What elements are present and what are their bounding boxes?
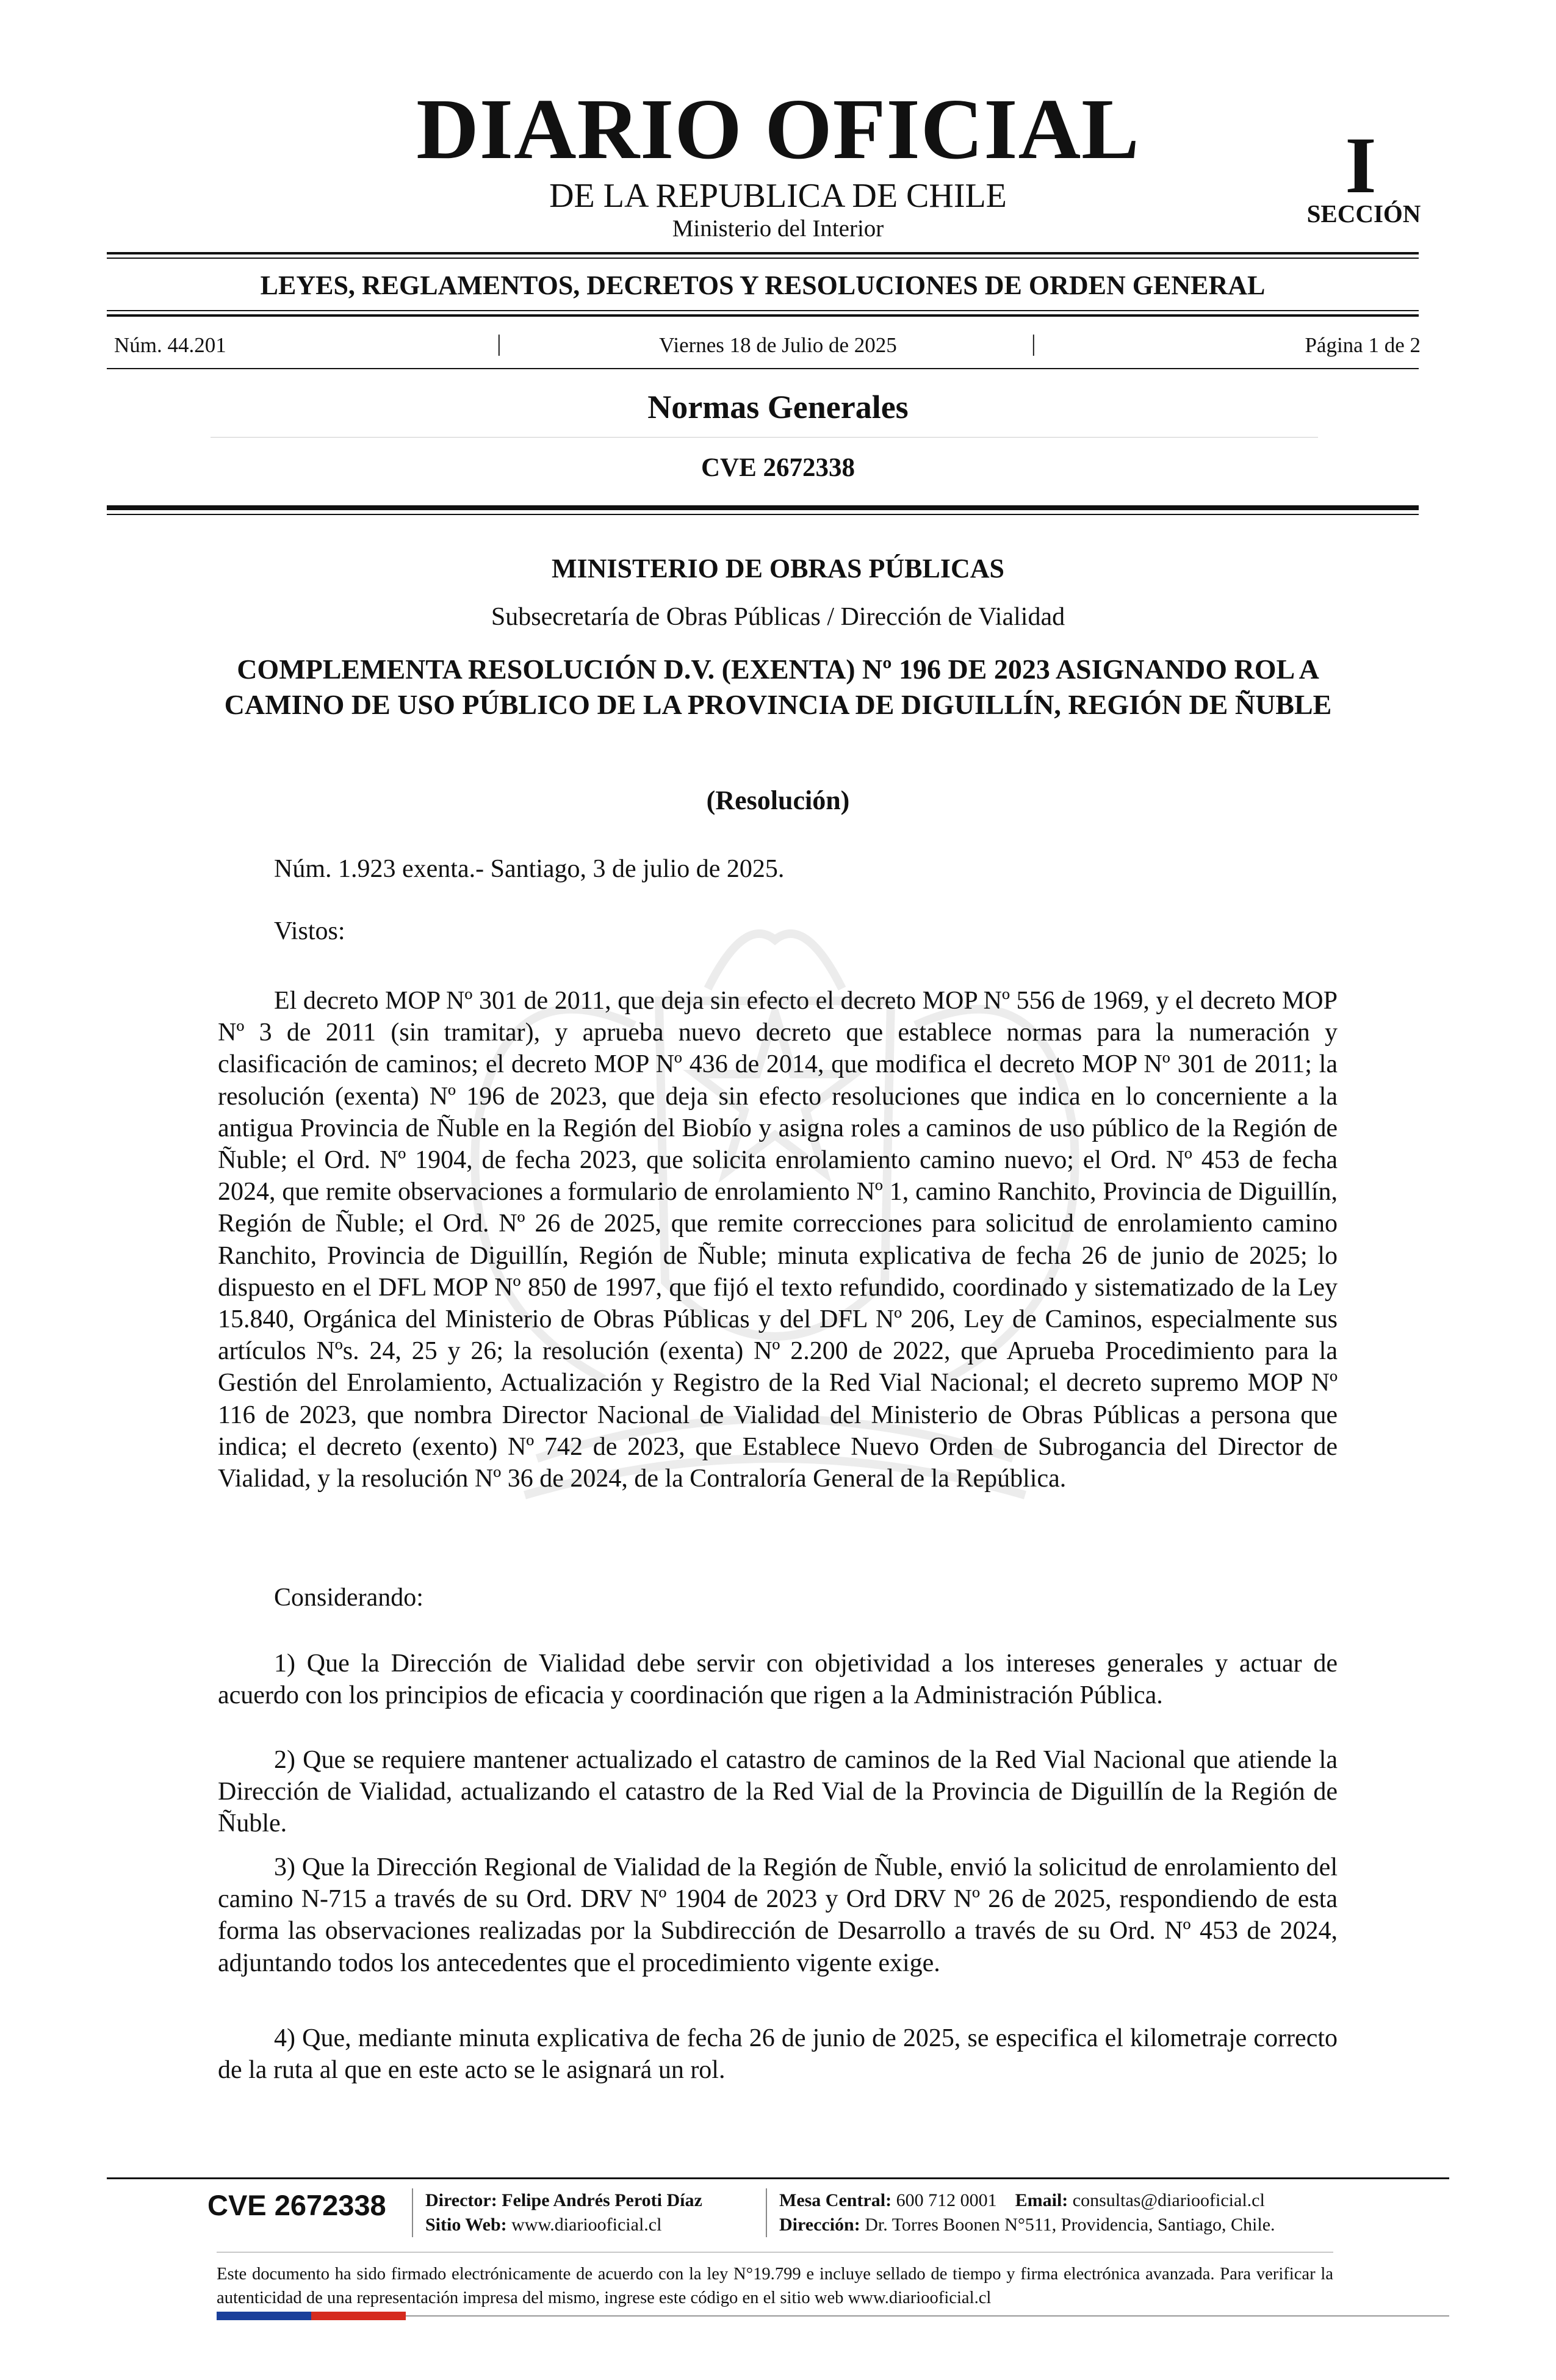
- newspaper-subtitle: DE LA REPUBLICA DE CHILE: [549, 177, 1007, 215]
- page-indicator: Página 1 de 2: [1305, 333, 1421, 357]
- banner-rule-1: [107, 310, 1419, 311]
- website-link[interactable]: www.diariooficial.cl: [511, 2215, 662, 2235]
- address-label: Dirección:: [779, 2215, 860, 2235]
- masthead-rule-bottom: [107, 258, 1419, 259]
- cve-rule-thin: [107, 514, 1419, 515]
- ministry-line: Ministerio del Interior: [672, 215, 884, 242]
- footer-contact-block: [779, 2188, 1275, 2237]
- issuing-office: Subsecretaría de Obras Públicas / Dirección de Vialidad: [491, 603, 1065, 631]
- footer-divider: [412, 2188, 413, 2237]
- email-label: Email:: [1015, 2190, 1068, 2210]
- website-label: Sitio Web:: [425, 2215, 507, 2235]
- issue-separator: |: [1031, 331, 1036, 356]
- considerando-item: 2) Que se requiere mantener actualizado el catastro de caminos de la Red Vial Nacional que atiende la Dirección de Vialidad, actualizando el catastro de la Red Vial de la Provincia de Diguillín de la Región de Ñuble.: [218, 1746, 1338, 1838]
- footer-cve-code: CVE 2672338: [207, 2189, 386, 2221]
- issue-rule: [107, 368, 1419, 369]
- vistos-heading: Vistos:: [274, 917, 345, 945]
- document-title: COMPLEMENTA RESOLUCIÓN D.V. (EXENTA) Nº 196 DE 2023 ASIGNANDO ROL A CAMINO DE USO PÚBLICO DE LA PROVINCIA DE DIGUILLÍN, REGIÓN DE ÑUBLE: [224, 654, 1332, 720]
- flag-blue-segment: [217, 2312, 311, 2320]
- email-link[interactable]: consultas@diariooficial.cl: [1072, 2190, 1265, 2210]
- section-label: SECCIÓN: [1306, 200, 1421, 228]
- masthead-rule-top: [107, 252, 1419, 254]
- director-label: Director:: [425, 2190, 497, 2210]
- considerando-item: 3) Que la Dirección Regional de Vialidad de la Región de Ñuble, envió la solicitud de enrolamiento del camino N-715 a través de su Ord. DRV Nº 1904 de 2023 y Ord DRV Nº 26 de 2025, respondiendo de esta forma las observaciones realizadas por la Subdirección de Desarrollo a través de su Ord. Nº 453 de 2024, adjuntando todos los antecedentes que el procedimiento vigente exige.: [218, 1853, 1338, 1977]
- issuing-ministry: MINISTERIO DE OBRAS PÚBLICAS: [551, 554, 1005, 583]
- banner-rule-2: [107, 314, 1419, 317]
- flag-red-segment: [311, 2312, 406, 2320]
- director-name: Felipe Andrés Peroti Díaz: [502, 2190, 702, 2210]
- cve-rule-thick: [107, 505, 1419, 510]
- footer-director-block: [425, 2188, 702, 2237]
- considerando-item: 1) Que la Dirección de Vialidad debe servir con objetividad a los intereses generales y actuar de acuerdo con los principios de eficacia y coordinación que rigen a la Administración Pública.: [218, 1650, 1338, 1710]
- electronic-signature-notice: Este documento ha sido firmado electrónicamente de acuerdo con la ley N°19.799 e incluye sellado de tiempo y firma electrónica avanzada. Para verificar la autenticidad de una representación impresa del mismo, ingrese este código en el sitio web www.diariooficial.cl: [217, 2265, 1333, 2307]
- issue-number: Núm. 44.201: [114, 333, 226, 357]
- section-heading: Normas Generales: [647, 389, 909, 425]
- heading-separator: [211, 437, 1318, 438]
- footer-divider: [766, 2188, 767, 2237]
- resolution-number-line: Núm. 1.923 exenta.- Santiago, 3 de julio de 2025.: [274, 855, 785, 883]
- mesa-label: Mesa Central:: [779, 2190, 892, 2210]
- vistos-paragraph: El decreto MOP Nº 301 de 2011, que deja sin efecto el decreto MOP Nº 556 de 1969, y el decreto MOP Nº 3 de 2011 (sin tramitar), y aprueba nuevo decreto que establece normas para la numeración y clasificación de caminos; el decreto MOP Nº 436 de 2014, que modifica el decreto MOP Nº 301 de 2011; la resolución (exenta) Nº 196 de 2023, que deja sin efecto resoluciones que indica en lo concerniente a la antigua Provincia de Ñuble en la Región del Biobío y asigna roles a caminos de uso público de la Región de Ñuble; el Ord. Nº 1904, de fecha 2023, que solicita enrolamiento camino nuevo; el Ord. Nº 453 de fecha 2024, que remite observaciones a formulario de enrolamiento Nº 1, camino Ranchito, Provincia de Diguillín, Región de Ñuble; el Ord. Nº 26 de 2025, que remite correcciones para solicitud de enrolamiento camino Ranchito, Provincia de Diguillín, Región de Ñuble; minuta explicativa de fecha 26 de junio de 2025; lo dispuesto en el DFL MOP Nº 850 de 1997, que fijó el texto refundido, coordinado y sistematizado de la Ley 15.840, Orgánica del Ministerio de Obras Públicas y del DFL Nº 206, Ley de Caminos, especialmente sus artículos Nºs. 24, 25 y 26; la resolución (exenta) Nº 2.200 de 2022, que Aprueba Procedimiento para la Gestión del Enrolamiento, Actualización y Registro de la Red Vial Nacional; el decreto supremo MOP Nº 116 de 2023, que nombra Director Nacional de Vialidad del Ministerio de Obras Públicas a persona que indica; el decreto (exento) Nº 742 de 2023, que Establece Nuevo Orden de Subrogancia del Director de Vialidad, y la resolución Nº 36 de 2024, de la Contraloría General de la República.: [218, 987, 1338, 1493]
- newspaper-title: DIARIO OFICIAL: [416, 81, 1140, 177]
- category-banner: LEYES, REGLAMENTOS, DECRETOS Y RESOLUCIONES DE ORDEN GENERAL: [260, 270, 1266, 300]
- section-number: I: [1345, 120, 1377, 210]
- issue-date: Viernes 18 de Julio de 2025: [659, 333, 897, 357]
- cve-code: CVE 2672338: [701, 453, 855, 482]
- document-type: (Resolución): [706, 785, 850, 815]
- considerando-item: 4) Que, mediante minuta explicativa de fecha 26 de junio de 2025, se especifica el kilometraje correcto de la ruta al que en este acto se le asignará un rol.: [218, 2024, 1338, 2085]
- mesa-phone: 600 712 0001: [896, 2190, 997, 2210]
- footer-rule: [107, 2177, 1449, 2179]
- bottom-rule: [406, 2315, 1449, 2317]
- address-value: Dr. Torres Boonen N°511, Providencia, Santiago, Chile.: [865, 2215, 1275, 2235]
- considerando-heading: Considerando:: [274, 1584, 423, 1612]
- chile-flag-stripe: [217, 2312, 406, 2320]
- issue-separator: |: [497, 331, 502, 356]
